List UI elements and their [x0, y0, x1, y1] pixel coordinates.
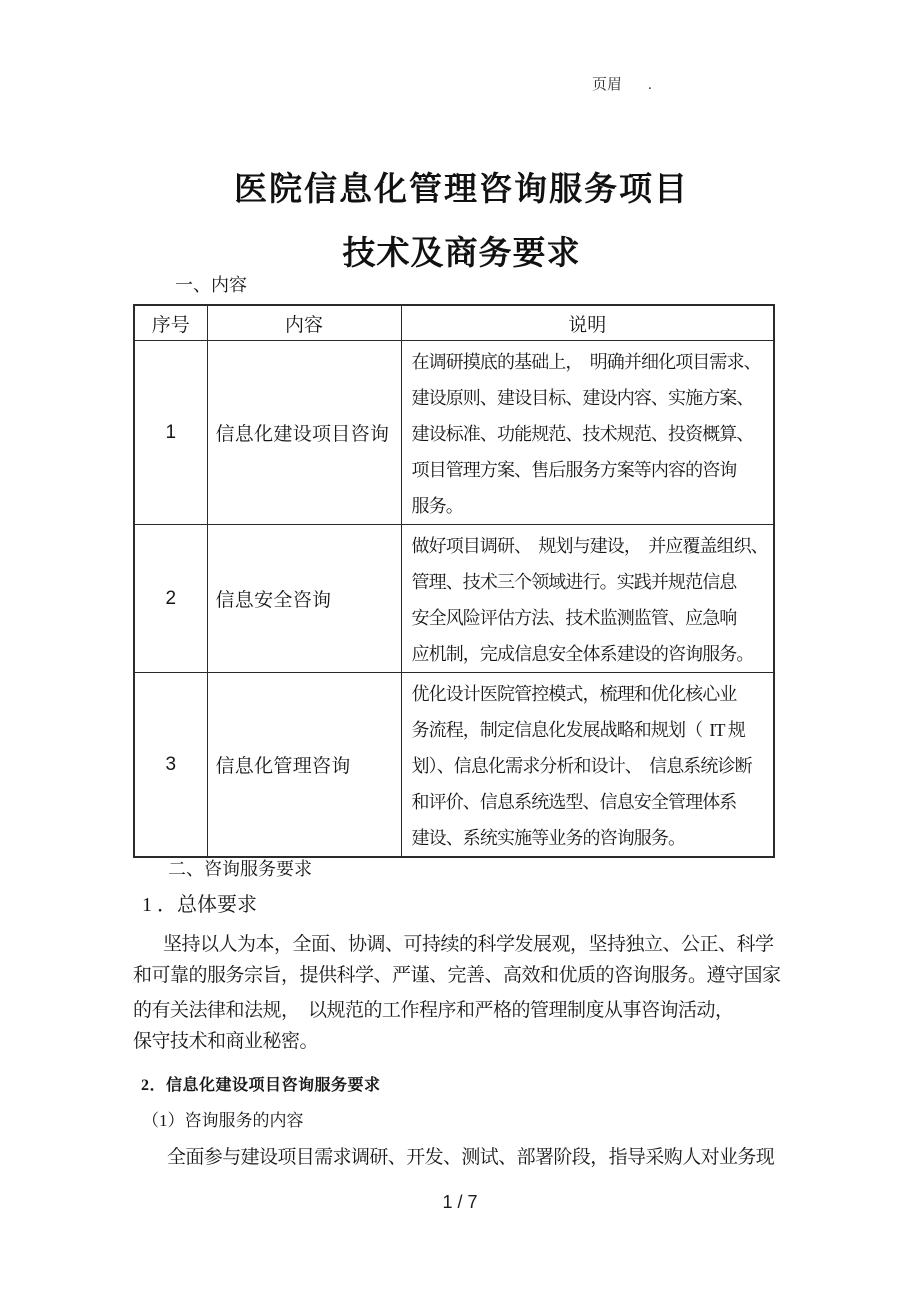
desc-line: 建设、系统实施等业务的咨询服务。 [411, 828, 686, 848]
general-requirements-paragraph-2 [133, 995, 793, 1057]
doc-title: 医院信息化管理咨询服务项目 [234, 172, 689, 208]
content-table [133, 304, 775, 858]
desc-line: 务流程，制定信息化发展战略和规划（ IT 规 [411, 720, 745, 740]
desc-line: 安全风险评估方法、技术监测监管、应急响 [411, 608, 737, 628]
consulting-content-paragraph: 全面参与建设项目需求调研、开发、测试、部署阶段，指导采购人对业务现 [167, 1147, 775, 1168]
row-number-cell: 1 [134, 341, 207, 525]
desc-line: 优化设计医院管控模式，梳理和优化核心业 [411, 684, 737, 704]
row-content-cell: 信息化建设项目咨询 [207, 341, 401, 525]
column-header-content: 内容 [207, 305, 401, 341]
desc-line: 和评价、信息系统选型、信息安全管理体系 [411, 792, 737, 812]
desc-line: 在调研摸底的基础上， 明确并细化项目需求、 [411, 352, 761, 372]
row-number-cell: 2 [134, 525, 207, 673]
row-content-cell: 信息安全咨询 [207, 525, 401, 673]
subsection-1-heading: 1 ．总体要求 [142, 894, 257, 916]
desc-line: 服务。 [411, 496, 463, 516]
paragraph-line: 坚持以人为本，全面、协调、可持续的科学发展观，坚持独立、公正、科学 [163, 934, 774, 955]
paragraph-line: 和可靠的服务宗旨，提供科学、严谨、完善、高效和优质的咨询服务。遵守国家 [133, 965, 781, 986]
desc-line: 做好项目调研、 规划与建设， 并应覆盖组织、 [411, 536, 768, 556]
general-requirements-paragraph [133, 929, 793, 991]
column-header-desc: 说明 [401, 305, 774, 341]
desc-line: 划）、信息化需求分析和设计、 信息系统诊断 [411, 756, 752, 776]
subsection-2-heading: 2．信息化建设项目咨询服务要求 [141, 1077, 381, 1094]
page-header [577, 56, 652, 111]
doc-subtitle: 技术及商务要求 [342, 236, 581, 272]
desc-line: 项目管理方案、售后服务方案等内容的咨询 [411, 460, 737, 480]
table-row [134, 525, 774, 673]
header-dot: . [648, 77, 652, 93]
section-1-heading: 一、内容 [175, 275, 247, 295]
table-row [134, 673, 774, 858]
table-header-row [134, 305, 774, 341]
row-desc-cell [401, 525, 774, 673]
row-number-cell: 3 [134, 673, 207, 858]
section-2-heading: 二、咨询服务要求 [168, 859, 312, 879]
column-header-no: 序号 [134, 305, 207, 341]
desc-line: 管理、技术三个领域进行。实践并规范信息 [411, 572, 737, 592]
row-desc-cell [401, 341, 774, 525]
page-number: 1 / 7 [442, 1192, 478, 1212]
desc-line: 建设标准、功能规范、技术规范、投资概算、 [411, 424, 754, 444]
paragraph-line: 保守技术和商业秘密。 [133, 1031, 319, 1052]
paragraph-line: 的有关法律和法规， 以规范的工作程序和严格的管理制度从事咨询活动， [133, 1000, 734, 1021]
header-label: 页眉 [592, 77, 623, 93]
desc-line: 建设原则、建设目标、建设内容、实施方案、 [411, 388, 754, 408]
subsection-2-item-1: （1）咨询服务的内容 [142, 1111, 304, 1130]
row-content-cell: 信息化管理咨询 [207, 673, 401, 858]
table-row [134, 341, 774, 525]
desc-line: 应机制，完成信息安全体系建设的咨询服务。 [411, 644, 754, 664]
row-desc-cell [401, 673, 774, 858]
